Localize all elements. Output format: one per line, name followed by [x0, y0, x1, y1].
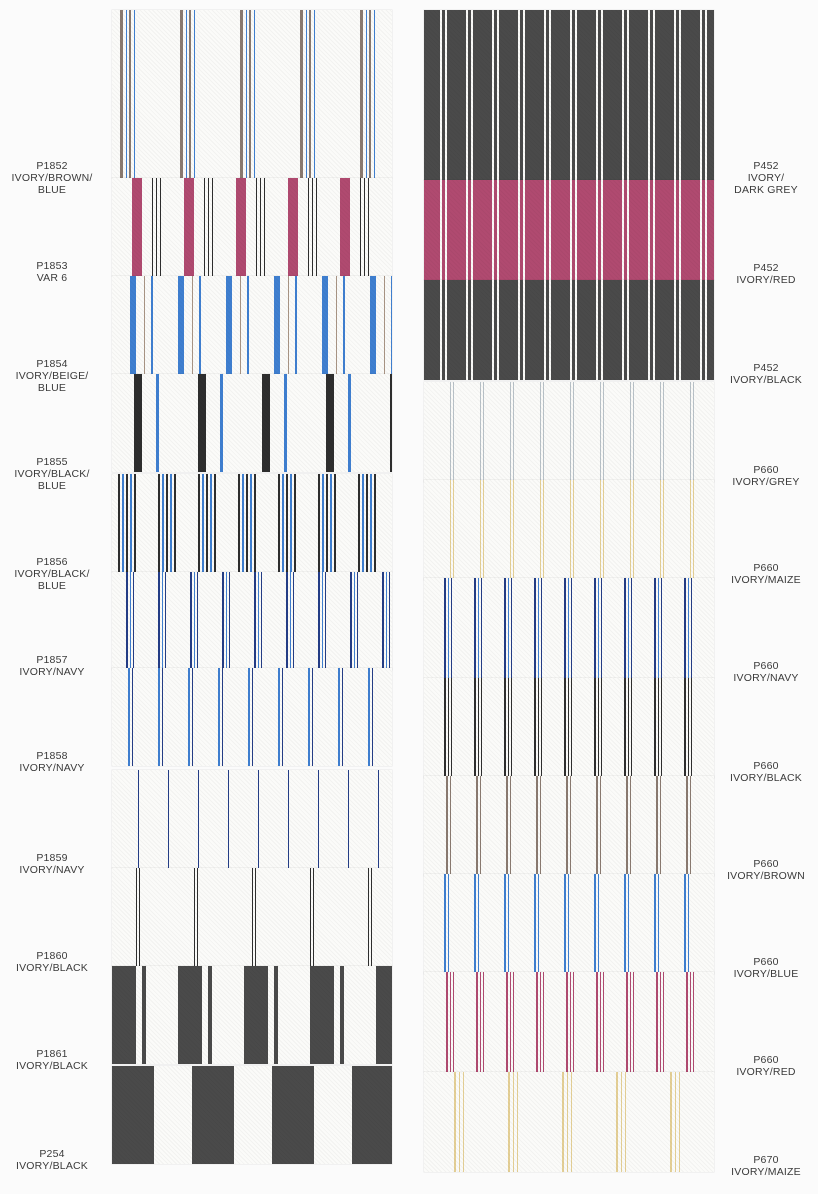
swatch-p1860 [112, 868, 392, 966]
swatch-p660-8 [424, 776, 714, 876]
colorway-line: IVORY/BLACK/ [14, 568, 90, 580]
label-p1856 [0, 556, 104, 592]
label-p254 [0, 1148, 104, 1172]
label-p1855 [0, 456, 104, 492]
fabric-code: P660 [753, 858, 779, 870]
label-p660-7 [714, 760, 818, 784]
label-p660-10 [714, 1054, 818, 1078]
colorway-line: BLUE [37, 580, 67, 592]
label-p1858 [0, 750, 104, 774]
fabric-code: P660 [753, 562, 779, 574]
fabric-code: P1855 [36, 456, 68, 468]
label-p660-6 [714, 660, 818, 684]
swatch-p1858 [112, 668, 392, 766]
fabric-code: P1857 [36, 654, 68, 666]
fabric-code: P1860 [36, 950, 68, 962]
colorway-line: IVORY/BLACK [729, 772, 803, 784]
fabric-code: P452 [753, 160, 779, 172]
label-p1852 [0, 160, 104, 196]
colorway-line: IVORY/MAIZE [731, 574, 801, 586]
colorway-line: IVORY/NAVY [733, 672, 799, 684]
fabric-code: P254 [39, 1148, 65, 1160]
fabric-code: P670 [753, 1154, 779, 1166]
swatch-p1853 [112, 178, 392, 276]
label-p452-3 [714, 362, 818, 386]
colorway-line: BLUE [37, 184, 67, 196]
colorway-line: IVORY/NAVY [19, 864, 85, 876]
swatch-p1854 [112, 276, 392, 374]
fabric-code: P660 [753, 956, 779, 968]
label-p1861 [0, 1048, 104, 1072]
swatch-p1852 [112, 10, 392, 178]
colorway-line: IVORY/BLACK [15, 1060, 89, 1072]
colorway-line: IVORY/BLACK [15, 962, 89, 974]
label-p660-8 [714, 858, 818, 882]
label-p660-4 [714, 464, 818, 488]
colorway-line: BLUE [37, 480, 67, 492]
label-p452-1 [714, 160, 818, 196]
colorway-line: IVORY/NAVY [19, 762, 85, 774]
swatch-p1855 [112, 374, 392, 472]
colorway-line: VAR 6 [36, 272, 68, 284]
swatch-p670-11 [424, 1072, 714, 1172]
fabric-code: P1854 [36, 358, 68, 370]
colorway-line: IVORY/BROWN/ [11, 172, 93, 184]
fabric-code: P660 [753, 464, 779, 476]
fabric-code: P452 [753, 262, 779, 274]
colorway-line: IVORY/BLACK [15, 1160, 89, 1172]
colorway-line: IVORY/BLACK [729, 374, 803, 386]
swatch-p660-9 [424, 874, 714, 974]
fabric-code: P660 [753, 1054, 779, 1066]
swatch-p660-10 [424, 972, 714, 1072]
label-p1859 [0, 852, 104, 876]
swatch-p254 [112, 1066, 392, 1164]
fabric-code: P1853 [36, 260, 68, 272]
colorway-line: IVORY/RED [736, 274, 796, 286]
label-p1853 [0, 260, 104, 284]
swatch-p1859 [112, 770, 392, 868]
fabric-code: P1861 [36, 1048, 68, 1060]
fabric-code: P1852 [36, 160, 68, 172]
swatch-p660-6 [424, 578, 714, 678]
swatch-p1857 [112, 572, 392, 670]
label-p1857 [0, 654, 104, 678]
colorway-line: BLUE [37, 382, 67, 394]
colorway-line: IVORY/GREY [732, 476, 800, 488]
colorway-line: IVORY/RED [736, 1066, 796, 1078]
colorway-line: IVORY/BLACK/ [14, 468, 90, 480]
label-p660-9 [714, 956, 818, 980]
swatch-p452-3 [424, 280, 714, 380]
fabric-code: P660 [753, 760, 779, 772]
swatch-p452-1 [424, 10, 714, 180]
label-p670-11 [714, 1154, 818, 1178]
swatch-p1856 [112, 474, 392, 572]
fabric-code: P1858 [36, 750, 68, 762]
colorway-line: IVORY/BLUE [733, 968, 799, 980]
label-p1854 [0, 358, 104, 394]
swatch-p660-4 [424, 382, 714, 482]
fabric-code: P1856 [36, 556, 68, 568]
swatch-p452-2 [424, 180, 714, 280]
colorway-line: IVORY/NAVY [19, 666, 85, 678]
fabric-code: P1859 [36, 852, 68, 864]
fabric-code: P660 [753, 660, 779, 672]
colorway-line: IVORY/MAIZE [731, 1166, 801, 1178]
swatch-p660-7 [424, 678, 714, 778]
label-p452-2 [714, 262, 818, 286]
fabric-code: P452 [753, 362, 779, 374]
swatch-p1861 [112, 966, 392, 1064]
colorway-line: IVORY/ [747, 172, 785, 184]
swatch-p660-5 [424, 480, 714, 580]
colorway-line: IVORY/BROWN [727, 870, 805, 882]
colorway-line: DARK GREY [734, 184, 798, 196]
colorway-line: IVORY/BEIGE/ [15, 370, 89, 382]
label-p660-5 [714, 562, 818, 586]
label-p1860 [0, 950, 104, 974]
